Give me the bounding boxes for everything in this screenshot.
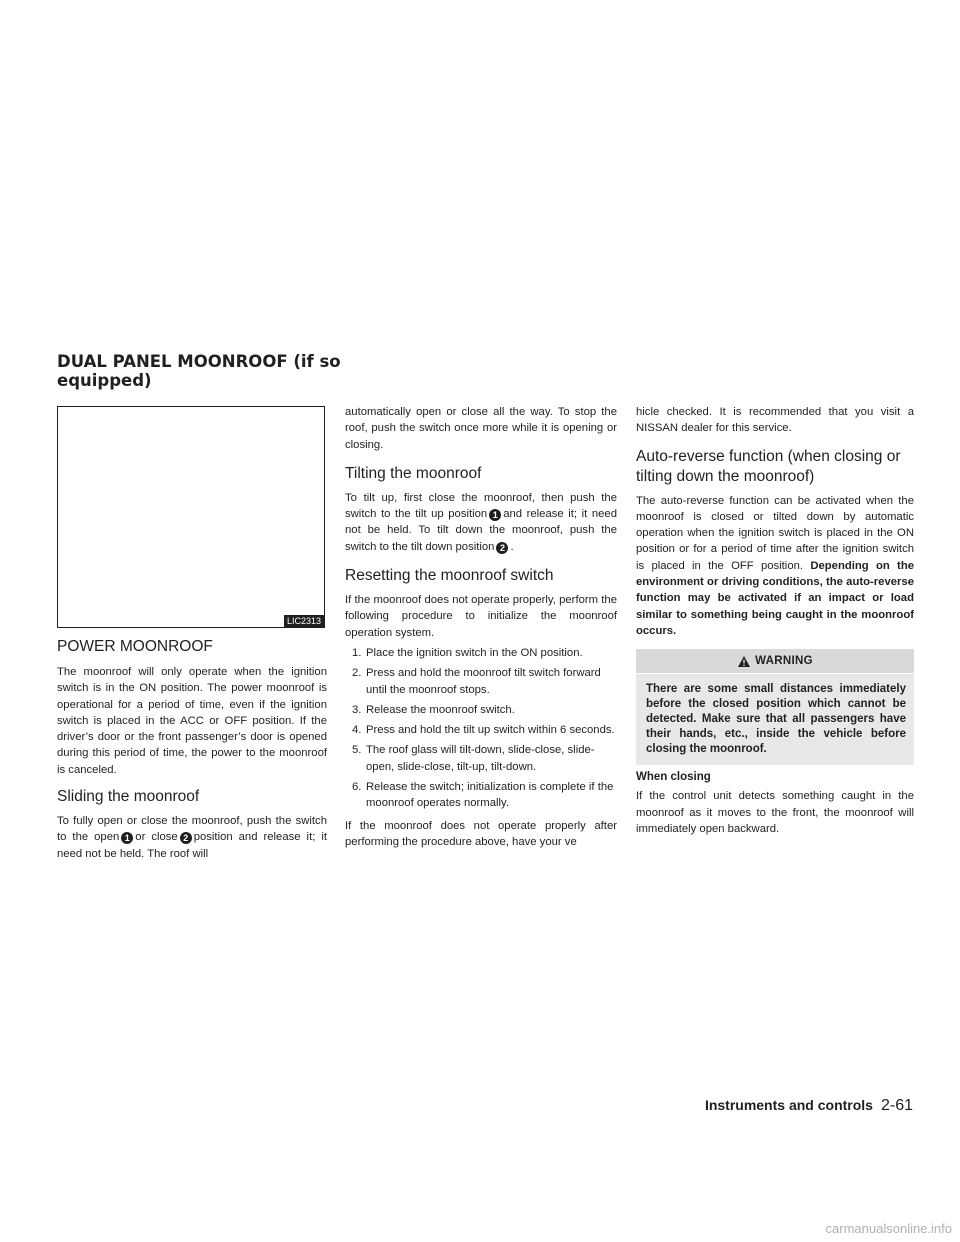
list-item: 1. Place the ignition switch in the ON position. <box>352 646 583 659</box>
paragraph-after-steps: If the moonroof does not operate properly after performing the procedure above, have your ve <box>345 819 617 848</box>
column-2 <box>345 404 617 850</box>
marker-1-icon: 1 <box>489 509 501 521</box>
paragraph-resetting: If the moonroof does not operate properly, perform the following procedure to initialize the moonroof operation system. <box>345 594 617 639</box>
paragraph-dealer: hicle checked. It is recommended that you visit a NISSAN dealer for this service. <box>636 406 914 435</box>
heading-power-moonroof: POWER MOONROOF <box>57 638 213 655</box>
watermark: carmanualsonline.info <box>825 1221 952 1236</box>
list-item: 3. Release the moonroof switch. <box>352 703 515 716</box>
paragraph-sliding-cont: automatically open or close all the way. To stop the roof, push the switch once more while it is opening or closing. <box>345 406 617 451</box>
marker-2-icon: 2 <box>496 542 508 554</box>
paragraph-auto-reverse: The auto-reverse function can be activated when the moonroof is closed or tilted down by automatic operation when the ignition switch is placed in the ON position or for a period of time after the ignition switch is placed in the OFF position. Depending on the environment or driving conditions, the auto-reverse function may be activated if an impact or load similar to something being caught in the moonroof occurs. <box>636 494 915 637</box>
footer-section-name: Instruments and controls <box>704 1097 873 1113</box>
marker-2-icon: 2 <box>180 832 192 844</box>
column-3 <box>636 404 914 837</box>
figure-label: LIC2313 <box>284 615 324 627</box>
column-1 <box>57 406 327 862</box>
warning-text: There are some small distances immediately before the closed position which cannot be detected. Make sure that all passengers have their hands, etc., inside the vehicle before closing the moonroof. <box>636 674 914 765</box>
warning-box <box>636 649 914 765</box>
section-title: DUAL PANEL MOONROOF (if so equipped) <box>57 352 341 390</box>
paragraph-tilting: To tilt up, first close the moonroof, then push the switch to the tilt up position 1 and release it; it need not be held. To tilt down the moonroof, push the switch to the tilt down position 2 . <box>345 491 617 553</box>
list-item: 5. The roof glass will tilt-down, slide-close, slide-open, slide-close, tilt-up, tilt-down. <box>352 744 595 773</box>
page-number: 2-61 <box>880 1097 913 1114</box>
warning-triangle-icon <box>737 655 751 668</box>
heading-auto-reverse: Auto-reverse function (when closing or tilting down the moonroof) <box>636 447 901 485</box>
heading-sliding: Sliding the moonroof <box>57 788 200 806</box>
marker-1-icon: 1 <box>121 832 133 844</box>
paragraph-sliding: To fully open or close the moonroof, push the switch to the open 1 or close 2 position and release it; it need not be held. The roof will <box>57 815 327 860</box>
list-item: 6. Release the switch; initialization is complete if the moonroof operates normally. <box>352 781 614 810</box>
heading-resetting: Resetting the moonroof switch <box>345 567 554 585</box>
list-item: 4. Press and hold the tilt up switch within 6 seconds. <box>352 724 615 737</box>
paragraph-when-closing: If the control unit detects something caught in the moonroof as it moves to the front, the moonroof will immediately open backward. <box>636 790 914 835</box>
paragraph-power-moonroof: The moonroof will only operate when the ignition switch is in the ON position. The power moonroof is operational for a period of time, even if the ignition switch is placed in the ACC or OFF position. If the driver’s door or the front passenger’s door is opened during this period of time, the power to the moonroof is canceled. <box>57 666 327 776</box>
subheading-when-closing: When closing <box>636 771 711 784</box>
figure-image <box>57 406 325 628</box>
warning-header <box>636 649 914 673</box>
list-item: 2. Press and hold the moonroof tilt switch forward until the moonroof stops. <box>352 667 601 696</box>
page-footer <box>705 1097 913 1115</box>
warning-label: WARNING <box>755 655 813 668</box>
heading-tilting: Tilting the moonroof <box>345 464 482 482</box>
steps-list <box>345 645 617 812</box>
